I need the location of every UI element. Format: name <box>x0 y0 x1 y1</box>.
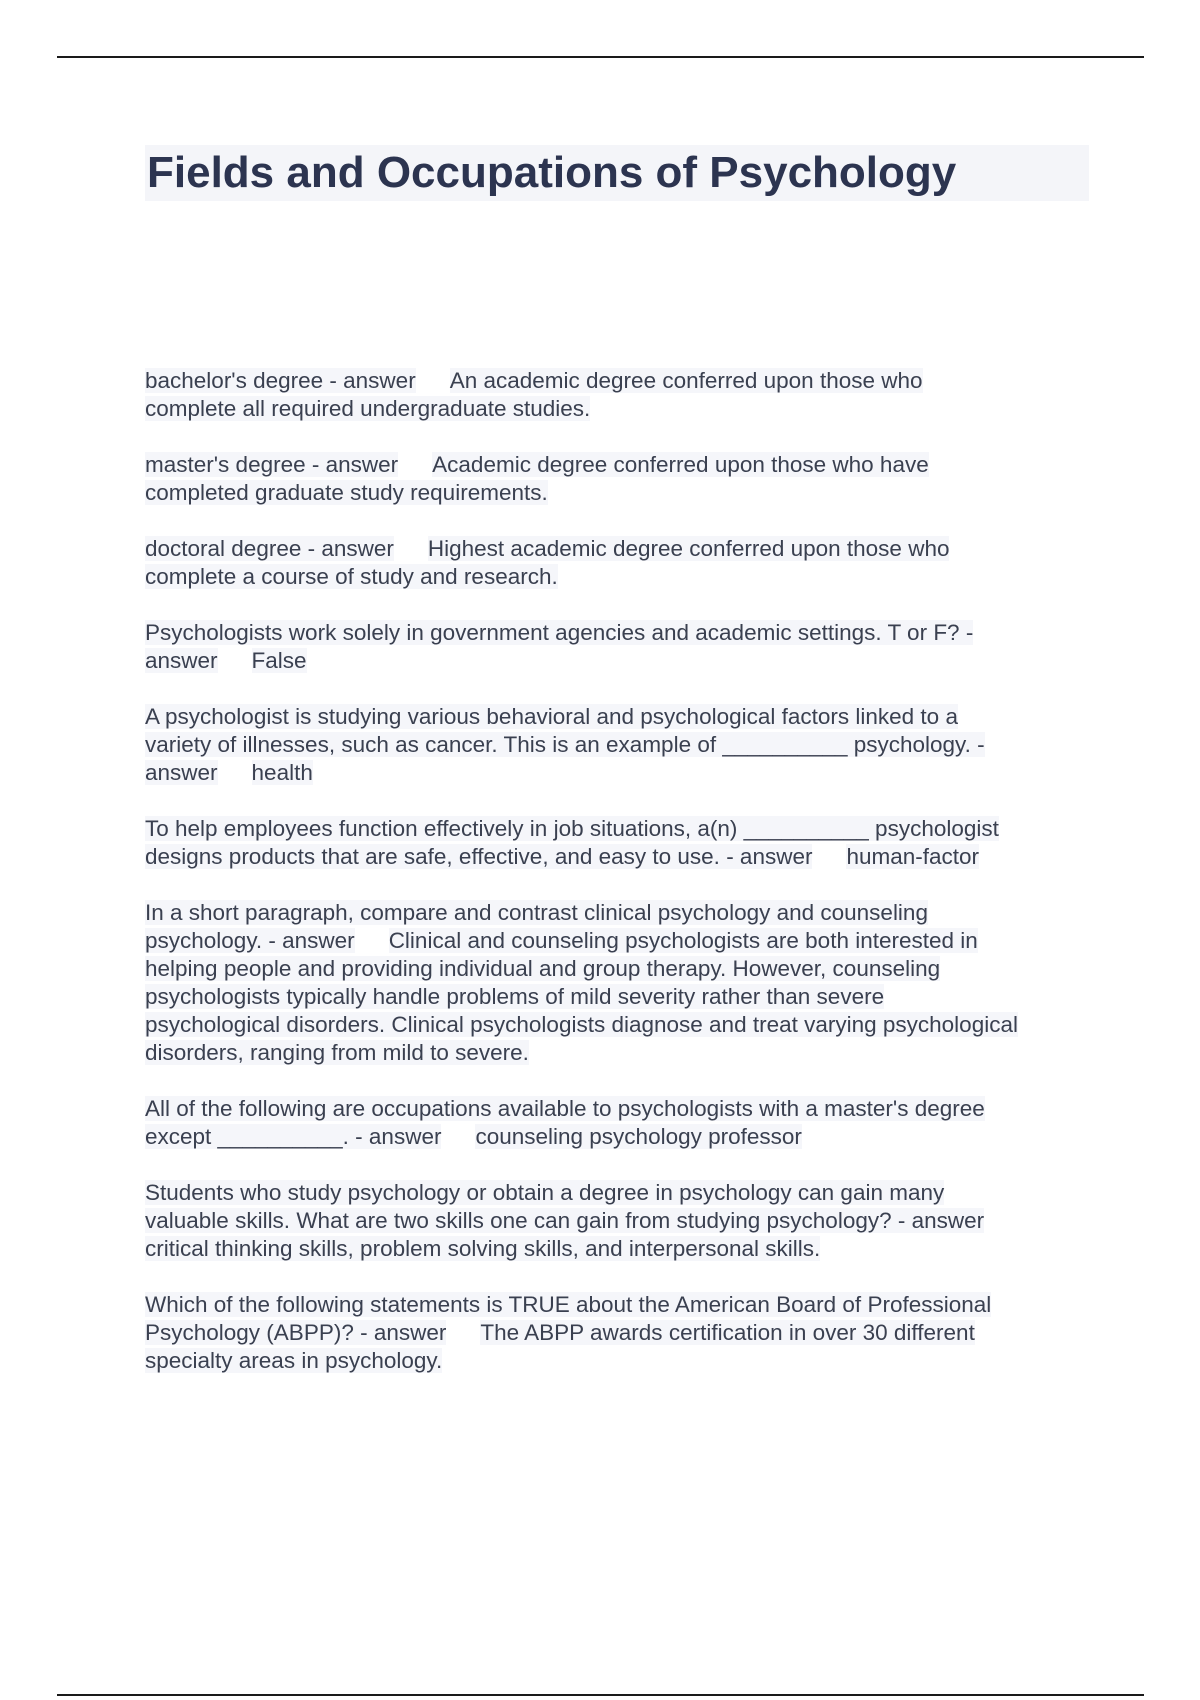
qa-text: Psychology (ABPP)? - answer <box>145 1320 447 1345</box>
qa-line <box>145 1011 1095 1039</box>
qa-line <box>145 815 1095 843</box>
qa-text: specialty areas in psychology. <box>145 1348 443 1373</box>
title-banner <box>145 145 1089 201</box>
qa-line <box>145 1207 1095 1235</box>
qa-line <box>145 619 1095 647</box>
qa-text: master's degree - answer <box>145 452 399 477</box>
qa-text: doctoral degree - answer <box>145 536 394 561</box>
qa-text: psychological disorders. Clinical psychologists diagnose and treat varying psychological <box>145 1012 1018 1037</box>
qa-line <box>145 843 1095 871</box>
answer-text: An academic degree conferred upon those who <box>449 368 923 393</box>
qa-line <box>145 1095 1095 1123</box>
qa-text: complete a course of study and research. <box>145 564 558 589</box>
qa-line <box>145 983 1095 1011</box>
qa-text: answer <box>145 648 218 673</box>
qa-text: valuable skills. What are two skills one can gain from studying psychology? - answer <box>145 1208 985 1233</box>
qa-text: psychologists typically handle problems of mild severity rather than severe <box>145 984 885 1009</box>
qa-line <box>145 1319 1095 1347</box>
qa-text: helping people and providing individual and group therapy. However, counseling <box>145 956 941 981</box>
qa-text: complete all required undergraduate studies. <box>145 396 591 421</box>
qa-text: Which of the following statements is TRUE about the American Board of Professional <box>145 1292 992 1317</box>
qa-item <box>145 367 1095 423</box>
qa-item <box>145 451 1095 507</box>
qa-text: variety of illnesses, such as cancer. This is an example of __________ psychology. - <box>145 732 985 757</box>
top-rule <box>57 56 1144 58</box>
qa-text: Students who study psychology or obtain a degree in psychology can gain many <box>145 1180 945 1205</box>
qa-line <box>145 451 1095 479</box>
qa-line <box>145 535 1095 563</box>
qa-line <box>145 899 1095 927</box>
qa-text: critical thinking skills, problem solving skills, and interpersonal skills. <box>145 1236 821 1261</box>
qa-text: answer <box>145 760 218 785</box>
qa-text: bachelor's degree - answer <box>145 368 416 393</box>
qa-item <box>145 535 1095 591</box>
answer-text: Academic degree conferred upon those who have <box>432 452 929 477</box>
qa-item <box>145 815 1095 871</box>
qa-text: completed graduate study requirements. <box>145 480 548 505</box>
qa-line <box>145 367 1095 395</box>
qa-text: All of the following are occupations available to psychologists with a master's degree <box>145 1096 985 1121</box>
answer-text: Highest academic degree conferred upon those who <box>427 536 950 561</box>
qa-item <box>145 899 1095 1067</box>
qa-text: except __________. - answer <box>145 1124 442 1149</box>
qa-text: psychology. - answer <box>145 928 355 953</box>
answer-text: human-factor <box>846 844 980 869</box>
qa-line <box>145 395 1095 423</box>
answer-text: The ABPP awards certification in over 30 different <box>480 1320 975 1345</box>
answer-text: False <box>251 648 307 673</box>
qa-line <box>145 1039 1095 1067</box>
qa-item <box>145 1095 1095 1151</box>
qa-text: designs products that are safe, effective, and easy to use. - answer <box>145 844 813 869</box>
qa-line <box>145 479 1095 507</box>
qa-line <box>145 1179 1095 1207</box>
qa-list <box>145 367 1095 1403</box>
qa-line <box>145 1347 1095 1375</box>
qa-text: Psychologists work solely in government agencies and academic settings. T or F? - <box>145 620 974 645</box>
qa-line <box>145 647 1095 675</box>
qa-line <box>145 703 1095 731</box>
page-title: Fields and Occupations of Psychology <box>147 148 957 197</box>
qa-text: In a short paragraph, compare and contrast clinical psychology and counseling <box>145 900 928 925</box>
qa-text: disorders, ranging from mild to severe. <box>145 1040 529 1065</box>
answer-text: health <box>251 760 313 785</box>
qa-line <box>145 1235 1095 1263</box>
qa-item <box>145 1179 1095 1263</box>
qa-item <box>145 619 1095 675</box>
qa-text: To help employees function effectively in job situations, a(n) __________ psychologist <box>145 816 999 841</box>
bottom-rule <box>57 1694 1144 1696</box>
answer-text: counseling psychology professor <box>475 1124 802 1149</box>
qa-item <box>145 703 1095 787</box>
qa-line <box>145 563 1095 591</box>
qa-line <box>145 927 1095 955</box>
qa-line <box>145 759 1095 787</box>
qa-line <box>145 1123 1095 1151</box>
qa-line <box>145 1291 1095 1319</box>
qa-line <box>145 731 1095 759</box>
answer-text: Clinical and counseling psychologists are both interested in <box>388 928 978 953</box>
qa-text: A psychologist is studying various behavioral and psychological factors linked to a <box>145 704 958 729</box>
qa-line <box>145 955 1095 983</box>
qa-item <box>145 1291 1095 1375</box>
